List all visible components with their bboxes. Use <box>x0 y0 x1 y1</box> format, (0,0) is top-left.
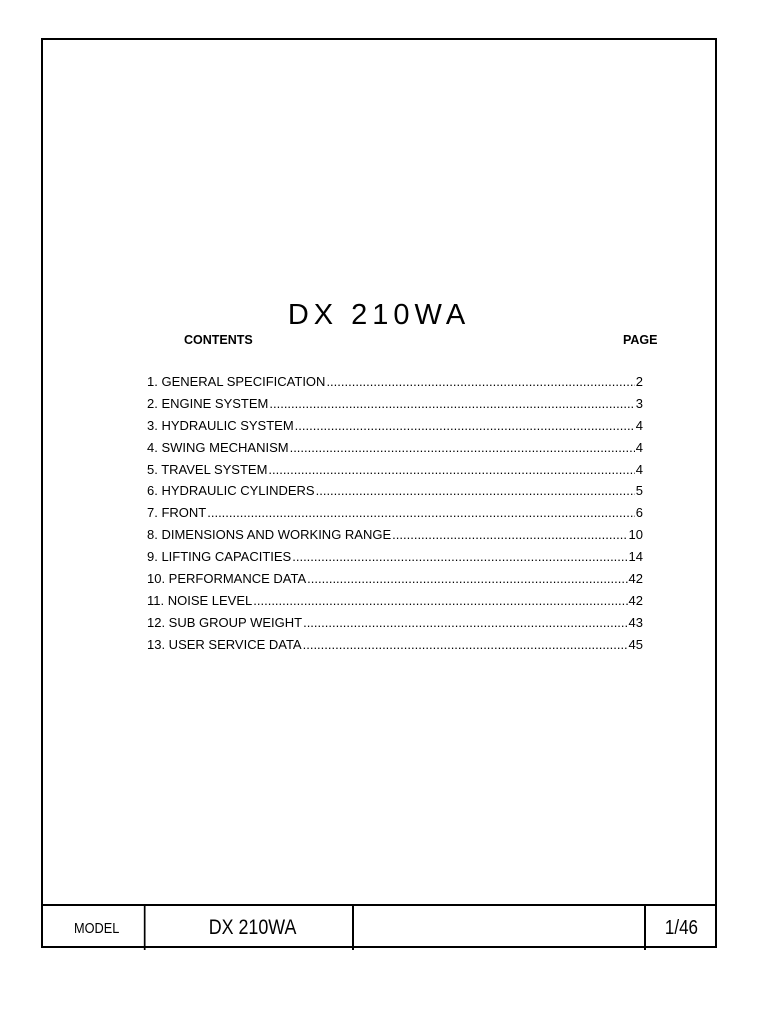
toc-item-page: 45 <box>628 636 643 652</box>
table-of-contents <box>147 374 643 659</box>
toc-item-page: 4 <box>635 461 643 477</box>
model-value-cell <box>154 906 354 950</box>
toc-item <box>147 549 643 571</box>
contents-header: CONTENTS <box>184 333 253 347</box>
toc-item <box>147 571 643 593</box>
toc-item-label: 11. NOISE LEVEL <box>147 592 253 608</box>
toc-item-label: 2. ENGINE SYSTEM <box>147 395 269 411</box>
dot-leader <box>307 571 627 586</box>
document-title: DX 210WA <box>287 299 471 331</box>
dot-leader <box>269 396 634 411</box>
model-label: MODEL <box>49 906 145 950</box>
toc-item <box>147 615 643 637</box>
toc-item <box>147 396 643 418</box>
toc-item-page: 42 <box>628 571 643 587</box>
toc-item-label: 7. FRONT <box>147 505 207 521</box>
toc-item-page: 43 <box>628 614 643 630</box>
toc-item <box>147 462 643 484</box>
toc-item-page: 6 <box>635 505 643 521</box>
dot-leader <box>303 615 627 630</box>
dot-leader <box>316 483 635 498</box>
dot-leader <box>326 374 634 389</box>
toc-item-page: 4 <box>635 439 643 455</box>
toc-item-page: 3 <box>635 395 643 411</box>
toc-item-page: 4 <box>635 417 643 433</box>
toc-item <box>147 418 643 440</box>
dot-leader <box>292 549 627 564</box>
toc-item-page: 42 <box>628 592 643 608</box>
model-value: DX 210WA <box>209 916 297 939</box>
toc-item-page: 10 <box>628 527 643 543</box>
toc-item-label: 8. DIMENSIONS AND WORKING RANGE <box>147 527 392 543</box>
page-column-header: PAGE <box>623 333 658 347</box>
dot-leader <box>392 527 627 542</box>
dot-leader <box>253 593 627 608</box>
toc-item <box>147 374 643 396</box>
blank-cell <box>354 906 646 950</box>
dot-leader <box>207 505 635 520</box>
toc-item <box>147 440 643 462</box>
toc-item <box>147 483 643 505</box>
footer-title-block <box>41 904 717 950</box>
toc-item-page: 14 <box>628 549 643 565</box>
toc-item-label: 10. PERFORMANCE DATA <box>147 571 307 587</box>
toc-item-label: 5. TRAVEL SYSTEM <box>147 461 268 477</box>
dot-leader <box>290 440 635 455</box>
toc-item-label: 4. SWING MECHANISM <box>147 439 289 455</box>
toc-item <box>147 527 643 549</box>
dot-leader <box>303 637 628 652</box>
toc-item <box>147 637 643 659</box>
toc-item-label: 3. HYDRAULIC SYSTEM <box>147 417 294 433</box>
dot-leader <box>268 462 634 477</box>
page-indicator: 1/46 <box>664 916 699 939</box>
toc-item-label: 1. GENERAL SPECIFICATION <box>147 374 326 389</box>
toc-item-label: 13. USER SERVICE DATA <box>147 636 302 652</box>
toc-item-page: 5 <box>635 483 643 499</box>
toc-item-page: 2 <box>635 374 643 389</box>
page-frame <box>41 38 717 948</box>
dot-leader <box>295 418 635 433</box>
toc-item <box>147 505 643 527</box>
toc-item <box>147 593 643 615</box>
toc-item-label: 12. SUB GROUP WEIGHT <box>147 614 303 630</box>
toc-item-label: 9. LIFTING CAPACITIES <box>147 549 292 565</box>
page-indicator-cell <box>646 906 717 950</box>
toc-item-label: 6. HYDRAULIC CYLINDERS <box>147 483 315 499</box>
